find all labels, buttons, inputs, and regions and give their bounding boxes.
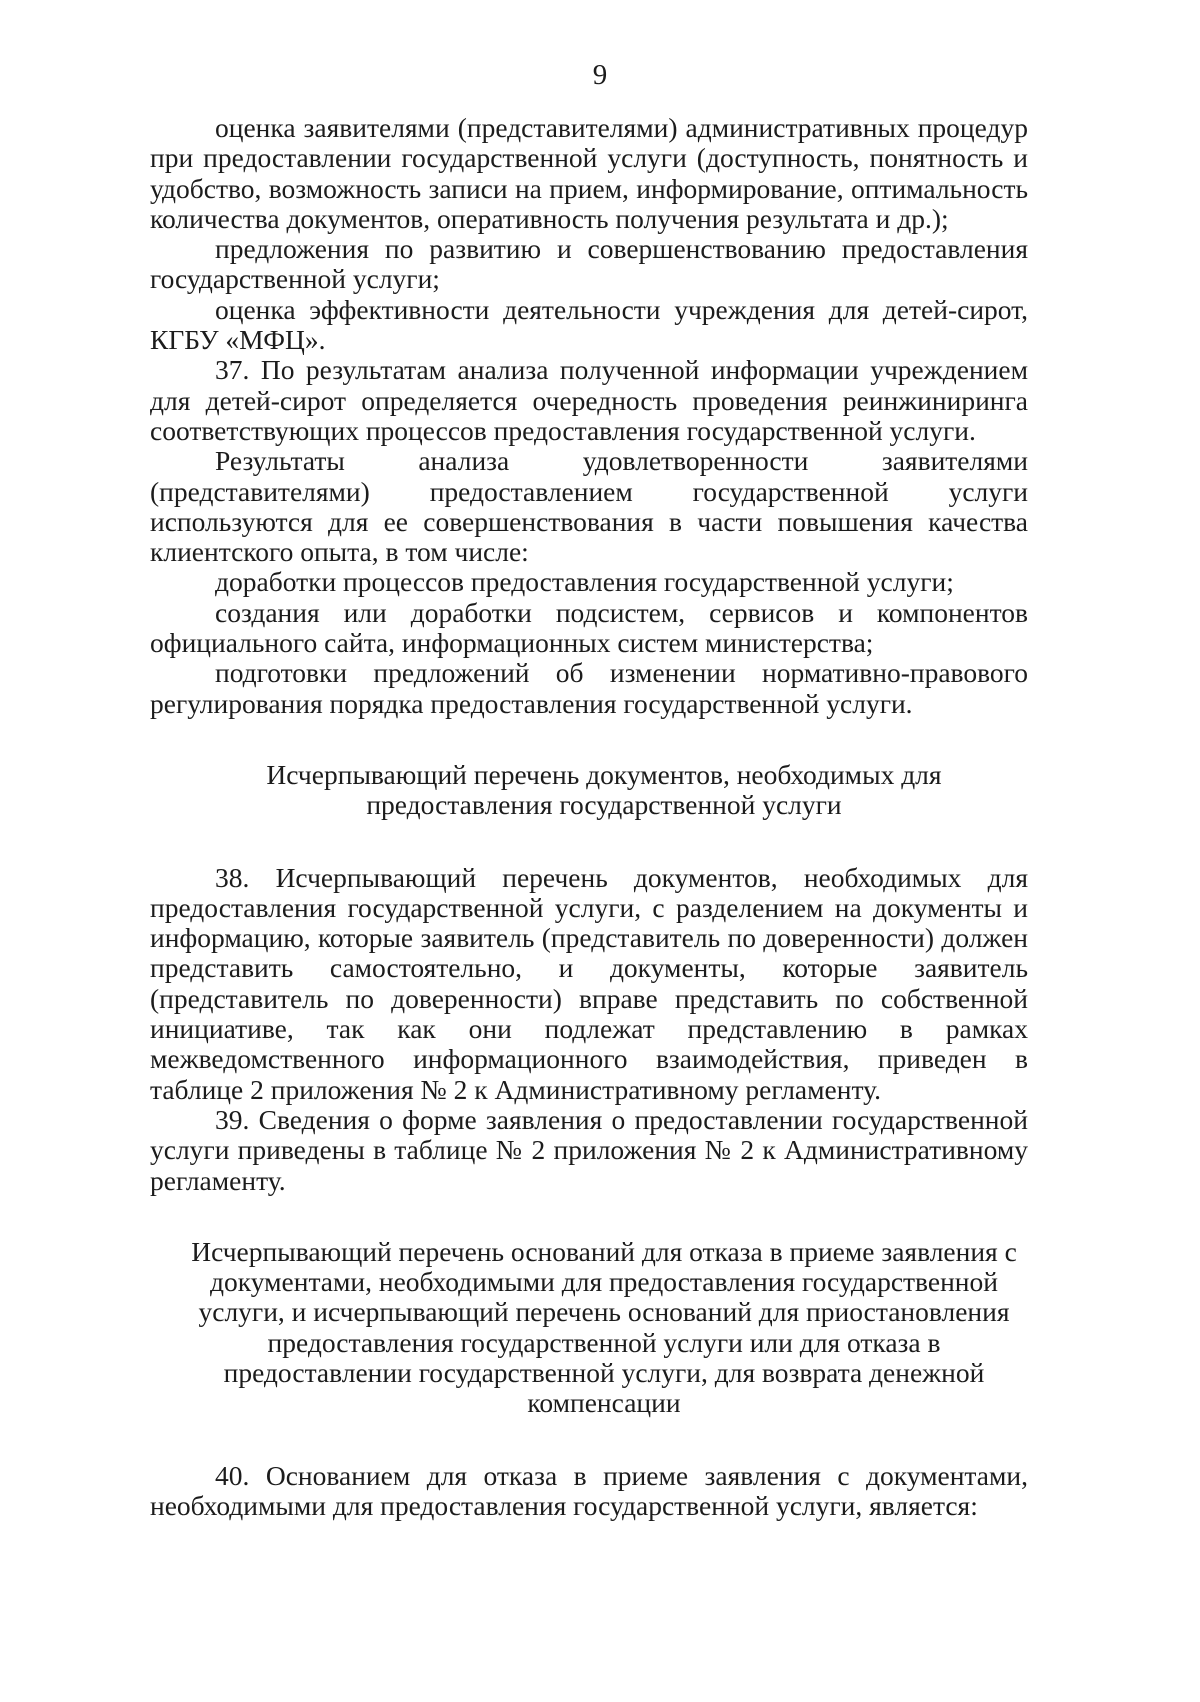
paragraph-efficiency-assessment: оценка эффективности деятельности учреждения для детей-сирот, КГБУ «МФЦ». [150,293,1028,356]
paragraph-38: 38. Исчерпывающий перечень документов, необходимых для предоставления государственной услуги, с разделением на документы и информацию, которые заявитель (представитель по доверенности) должен представить самостоятельно, и документы, которые заявитель (представитель по доверенности) вправе представить по собственной инициативе, так как они подлежат представлению в рамках межведомственного информационного взаимодействия, приведен в таблице 2 приложения № 2 к Административному регламенту. [150,861,1028,1105]
paragraph-subsystems: создания или доработки подсистем, сервисов и компонентов официального сайта, информационных систем министерства; [150,596,1028,659]
spacer [150,1419,1028,1461]
paragraph-40: 40. Основанием для отказа в приеме заявления с документами, необходимыми для предоставления государственной услуги, является: [150,1459,1028,1521]
section-heading-refusal-grounds: Исчерпывающий перечень оснований для отказа в приеме заявления с документами, необходимыми для предоставления государственной услуги, и исчерпывающий перечень оснований для приостановления предоставления государственной услуги или для отказа в предоставлении государственной услуги, для возврата денежной компенсации [191,1235,1017,1419]
paragraph-assessment-procedures: оценка заявителями (представителями) административных процедур при предоставлении государственной услуги (доступность, понятность и удобство, возможность записи на прием, информирование, оптимальность количества документов, оперативность получения результата и др.); [150,112,1028,234]
page-number: 9 [592,59,608,91]
spacer [150,1196,1028,1237]
paragraph-satisfaction-results: Результаты анализа удовлетворенности заявителями (представителями) предоставлением государственной услуги используются для ее совершенствования в части повышения качества клиентского опыта, в том числе: [150,445,1028,568]
paragraph-development-proposals: предложения по развитию и совершенствованию предоставления государственной услуги; [150,233,1028,295]
paragraph-process-improvement: доработки процессов предоставления государственной услуги; [215,566,954,598]
section-heading-documents: Исчерпывающий перечень документов, необходимых для предоставления государственной услуги [266,758,942,821]
paragraph-regulation-proposals: подготовки предложений об изменении нормативно-правового регулирования порядка предоставления государственной услуги. [150,657,1028,719]
spacer [150,821,1028,863]
spacer [150,719,1028,760]
paragraph-37: 37. По результатам анализа полученной информации учреждением для детей-сирот определяется очередность проведения реинжиниринга соответствующих процессов предоставления государственной услуги. [150,354,1028,446]
paragraph-39: 39. Сведения о форме заявления о предоставлении государственной услуги приведены в таблице № 2 приложения № 2 к Административному регламенту. [150,1103,1028,1196]
document-body [150,113,1028,1521]
